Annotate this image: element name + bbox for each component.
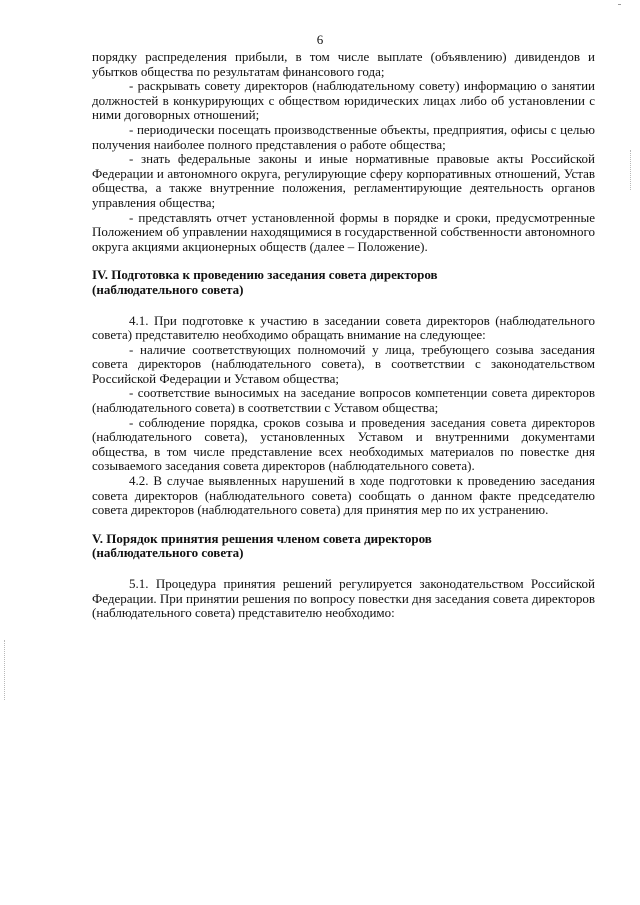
paragraph: - соблюдение порядка, сроков созыва и проведения заседания совета директоров (наблюдательного совета), установленных Уставом и внутренними документами общества, в том числе представление всех необходимых материалов по повестке дня созываемого заседания совета директоров (наблюдательного совета). <box>92 414 595 474</box>
section-heading-line: IV. Подготовка к проведению заседания совета директоров <box>92 267 438 283</box>
scan-margin-mark <box>4 640 5 700</box>
paragraph: - соответствие выносимых на заседание вопросов компетенции совета директоров (наблюдательного совета) в соответствии с Уставом общества; <box>92 385 595 416</box>
spacer <box>92 254 595 268</box>
spacer <box>92 298 595 314</box>
section-heading-line: (наблюдательного совета) <box>92 281 244 297</box>
paragraph: - представлять отчет установленной формы в порядке и сроки, предусмотренные Положением об управлении находящимися в государственной собственности автономного округа акциями акционерных обществ (далее – Положение). <box>92 209 596 254</box>
section-heading-line: (наблюдательного совета) <box>92 545 244 561</box>
paragraph: - периодически посещать производственные объекты, предприятия, офисы с целью получения наиболее полного представления о работе общества; <box>92 121 595 152</box>
section-heading-line: V. Порядок принятия решения членом совета директоров <box>92 530 432 546</box>
paragraph: 4.2. В случае выявленных нарушений в ходе подготовки к проведению заседания совета директоров (наблюдательного совета) сообщать о данном факте председателю совета директоров (наблюдательного совета) для принятия мер по их устранению. <box>92 473 595 518</box>
paragraph: 4.1. При подготовке к участию в заседании совета директоров (наблюдательного совета) представителю необходимо обращать внимание на следующее: <box>92 312 595 343</box>
paragraph: 5.1. Процедура принятия решений регулируется законодательством Российской Федерации. При принятии решения по вопросу повестки дня заседания совета директоров (наблюдательного совета) представителю необходимо: <box>92 576 595 621</box>
page-number: 6 <box>316 32 324 47</box>
paragraph: - знать федеральные законы и иные нормативные правовые акты Российской Федерации и автономного округа, регулирующие сферу корпоративных отношений, Устав общества, а также внутренние положения, регламентирующие деятельность органов управления общества; <box>92 151 595 210</box>
spacer <box>92 561 595 577</box>
document-body <box>92 50 595 621</box>
spacer <box>92 518 595 532</box>
scan-margin-mark <box>630 150 631 190</box>
paragraph: - наличие соответствующих полномочий у лица, требующего созыва заседания совета директоров (наблюдательного совета), в соответствии с законодательством Российской Федерации и Уставом общества; <box>92 341 595 386</box>
paragraph: порядку распределения прибыли, в том числе выплате (объявлению) дивидендов и убытков общества по результатам финансового года; <box>92 49 595 79</box>
paragraph: - раскрывать совету директоров (наблюдательному совету) информацию о занятии должностей в конкурирующих с обществом юридических лицах либо об установлении с ними договорных отношений; <box>92 78 595 123</box>
scan-edge-mark <box>618 4 621 5</box>
section-4-heading <box>92 268 595 297</box>
section-5-heading <box>92 532 595 561</box>
